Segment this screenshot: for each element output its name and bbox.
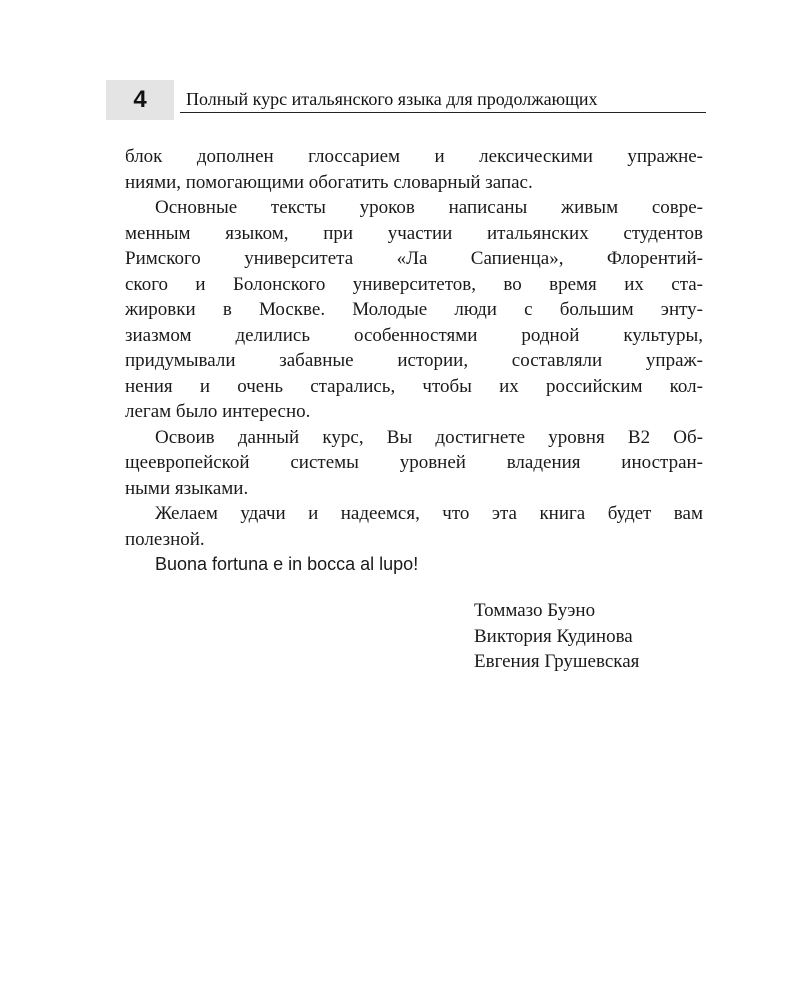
page-number: 4 bbox=[133, 86, 147, 113]
author-name: Евгения Грушевская bbox=[474, 651, 640, 672]
text-line: нения и очень старались, чтобы их российским кол- bbox=[125, 375, 703, 397]
text-line: блок дополнен глоссарием и лексическими упражне- bbox=[125, 146, 703, 167]
text-line: Основные тексты уроков написаны живым совре- bbox=[155, 197, 703, 218]
text-line: ского и Болонского университетов, во время их ста- bbox=[125, 273, 703, 295]
text-line: Римского университета «Ла Сапиенца», Флорентий- bbox=[125, 248, 703, 269]
text-line: жировки в Москве. Молодые люди с большим энту- bbox=[125, 299, 703, 320]
text-line: полезной. bbox=[125, 528, 205, 550]
text-line: Желаем удачи и надеемся, что эта книга будет вам bbox=[155, 503, 703, 524]
body-text bbox=[125, 144, 703, 578]
text-line: легам было интересно. bbox=[125, 401, 311, 422]
author-name: Томмазо Буэно bbox=[474, 600, 596, 621]
text-line: придумывали забавные истории, составляли упраж- bbox=[125, 350, 703, 371]
header-rule bbox=[180, 112, 706, 113]
author-name: Виктория Кудинова bbox=[474, 625, 633, 647]
page-number-box bbox=[106, 80, 174, 120]
text-line: зиазмом делились особенностями родной культуры, bbox=[125, 324, 703, 346]
text-line: Освоив данный курс, Вы достигнете уровня В2 Об- bbox=[155, 426, 703, 448]
text-line: Buona fortuna e in bocca al lupo! bbox=[155, 554, 419, 574]
text-line: ниями, помогающими обогатить словарный запас. bbox=[125, 171, 533, 193]
text-line: ными языками. bbox=[125, 477, 249, 499]
running-title: Полный курс итальянского языка для продолжающих bbox=[186, 89, 598, 109]
text-line: щеевропейской системы уровней владения иностран- bbox=[125, 452, 703, 473]
text-line: менным языком, при участии итальянских студентов bbox=[125, 222, 703, 244]
author-signatures bbox=[474, 598, 639, 675]
